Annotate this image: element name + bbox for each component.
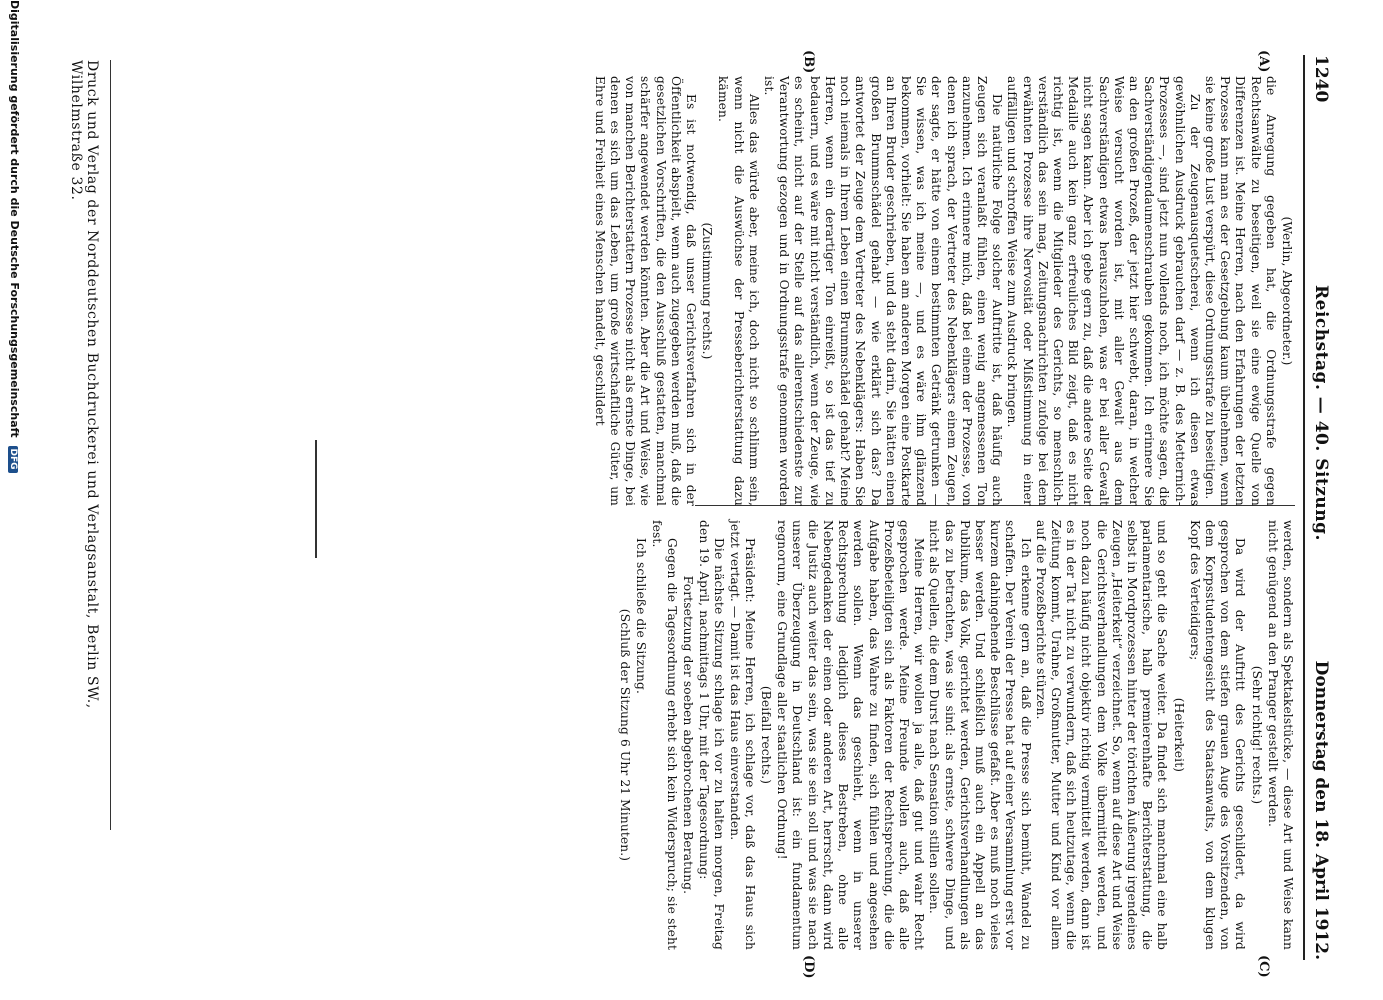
session-title: Reichstag. — 40. Sitzung.	[1311, 285, 1331, 541]
applause-note: (Sehr richtig! rechts.)	[1249, 665, 1264, 805]
paragraph: Meine Herren, wir wollen ja alle, daß gut und wahr Recht gesprochen werde. Meine Freunde wollen auch, daß alle Prozeßbeteiligten sich als Faktoren der Rechtsprechung, die die Aufgabe haben, das Wahre zu finden, sich fühlen und angesehen werden sollen. Wenn das geschieht, wenn in unserer Rechtsprechung lediglich dieses Bestreben, ohne alle Nebengedanken der einen oder anderen Art, herrscht, dann wird die Justiz auch weiter das sein, was sie sein soll und was sie nach unserer Überzeugung in Deutschland ist: ein fundamentum regnorum, eine Grundlage aller staatlichen Ordnung!	[775, 520, 927, 950]
digitization-text: Digitalisierung gefördert durch die Deutsche Forschungsgemeinschaft	[8, 0, 21, 438]
paragraph: Ich erkenne gern an, daß die Presse sich bemüht, Wandel zu schaffen. Der Verein der Presse hat auf einer Versammlung erst vor kurzem dahingehende Beschlüsse gefaßt. Aber es muß noch vieles besser werden. Und schließlich muß auch ein Appell an das Publikum, das Volk, gerichtet werden, Gerichtsverhandlungen als das zu betrachten, was sie sind: als ernste, schwere Dinge, und nicht als Quellen, die dem Durst nach Sensation stillen sollen.	[927, 520, 1033, 950]
president-statement: Präsident: Meine Herren, ich schlage vor, daß das Haus sich jetzt vertagt. — Damit ist das Haus einverstanden.	[727, 520, 757, 950]
session-date: Donnerstag den 18. April 1912.	[1311, 660, 1331, 960]
footer-rule	[110, 60, 111, 830]
speaker-label: (Werlin, Abgeordneter.)	[1280, 216, 1294, 366]
applause-note: (Beifall rechts.)	[759, 685, 774, 785]
printer-imprint: Druck und Verlag der Norddeutschen Buchdruckerei und Verlagsanstalt, Berlin SW., Wilhelmstraße 32.	[68, 60, 100, 709]
margin-letter-a: (A)	[1256, 50, 1271, 73]
closing-note: (Schluß der Sitzung 6 Uhr 21 Minuten.)	[618, 608, 633, 862]
dfg-logo: DFG	[8, 446, 18, 473]
left-column	[592, 76, 1295, 506]
right-column	[616, 520, 1295, 950]
applause-note: (Zustimmung rechts.)	[700, 222, 715, 360]
margin-letter-b: (B)	[801, 50, 816, 74]
paragraph: und so geht die Sache weiter. Da findet sich manchmal eine halb parlamentarische, halb premierenhafte Berichterstattung, die selbst in Mordprozessen hinter der törichten Äußerung irgendeines Zeugen „Heiterkeit“ verzeichnet. So, wenn auf diese Art und Weise die Gerichtsverhandlungen dem Volke übermittelt werden, und noch dazu häufig nicht objektiv richtig vermittelt werden, dann ist es in der Tat nicht zu verwundern, daß sich heutzutage, wenn die Zeitung kommt, Urahne, Großmutter, Mutter und Kind vor allem auf die Prozeßberichte stürzen.	[1033, 520, 1170, 950]
page-number: 1240	[1311, 55, 1331, 103]
agenda-item: Fortsetzung der soeben abgebrochenen Beratung.	[681, 575, 696, 895]
paragraph: Die nächste Sitzung schlage ich vor zu halten morgen, Freitag den 19. April, nachmittags 1 Uhr, mit der Tagesordnung:	[697, 520, 727, 950]
paragraph: Es ist notwendig, daß unser Gerichtsverfahren sich in der Öffentlichkeit abspielt, wenn auch zugegeben werden muß, daß die gesetzlichen Vorschriften, die den Ausschluß gestatten, manchmal schärfer angewendet werden könnten. Aber die Art und Weise, wie von manchen Berichterstattern Prozesse nicht als ernste Dinge, bei denen es sich um das Leben, um große wirtschaftliche Güter, um Ehre und Freiheit eines Menschen handelt, geschildert	[592, 76, 699, 506]
margin-letter-d: (D)	[801, 955, 816, 979]
paragraph: die Anregung gegeben hat, die Ordnungsstrafe gegen Rechtsanwälte zu beseitigen, weil sie eine ewige Quelle von Differenzen ist. Meine Herren, nach den Erfahrungen der letzten Prozesse kann man es der Gesetzgebung kaum übelnehmen, wenn sie keine große Lust verspürt, diese Ordnungsstrafe zu beseitigen.	[1202, 76, 1278, 506]
paragraph: Die natürliche Folge solcher Auftritte ist, daß häufig auch Zeugen sich veranlaßt fühlen, einen wenig angemessenen Ton anzunehmen. Ich erinnere mich, daß bei einem der Prozesse, von denen ich sprach, der Vertreter des Nebenklägers einem Zeugen, der sagte, er hätte von einem bestimmten Getränk getrunken — Sie wissen, was ich meine —, und es wäre ihm glänzend bekommen, vorhielt: Sie haben am anderen Morgen eine Postkarte an Ihren Bruder geschrieben, und da steht darin, Sie hätten einen großen Brummschädel gehabt — wie erklärt sich das? Da antwortet der Zeuge dem Vertreter des Nebenklägers: Haben Sie noch niemals in Ihrem Leben einen Brummschädel gehabt? Meine Herren, wenn ein derartiger Ton einreißt, so ist das tief zu bedauern, und es wäre mit nicht verständlich, wenn der Zeuge, wie es scheint, nicht auf der Stelle auf das allerentschiedenste zur Verantwortung gezogen und in Ordnungsstrafe genommen worden ist.	[762, 76, 1005, 506]
margin-letter-c: (C)	[1256, 955, 1271, 978]
page-header	[1303, 55, 1333, 960]
applause-note: (Heiterkeit)	[1171, 697, 1186, 773]
paragraph: werden, sondern als Spektakelstücke, — diese Art und Weise kann nicht genügend an den Pranger gestellt werden.	[1265, 520, 1295, 950]
paragraph: Gegen die Tagesordnung erhebt sich kein Widerspruch; sie steht fest.	[649, 520, 679, 950]
end-rule	[315, 440, 317, 558]
paragraph: Alles das würde aber, meine ich, doch nicht so schlimm sein, wenn nicht die Auswüchse der Presseberichterstattung dazu kämen.	[716, 76, 761, 506]
digitization-credit	[8, 0, 21, 1000]
paragraph: Ich schließe die Sitzung.	[634, 538, 649, 695]
paragraph: Zu der Zeugenausquetscherei, wenn ich diesen etwas gewöhnlichen Ausdruck gebrauchen darf — z. B. des Metternich-Prozesses —, sind jetzt nun vollends noch, ich möchte sagen, die Sachverständigendaumenschrauben gekommen. Ich erinnere Sie an den großen Prozeß, der jetzt hier schwebt, daran, in welcher Weise versucht worden ist, mit aller Gewalt aus dem Sachverständigen etwas herauszuholen, was er bei aller Gewalt nicht sagen kann. Aber ich gebe gern zu, daß die andere Seite der Medaille auch kein ganz erfreuliches Bild zeigt, daß es nicht richtig ist, wenn die Mitglieder des Gerichts, so menschlich-verständlich das sein mag, Zeitungsnachrichten zufolge bei dem erwähnten Prozesse ihre Nervosität oder Mißstimmung in einer auffälligen und schroffen Weise zum Ausdruck bringen.	[1005, 76, 1202, 506]
paragraph: Da wird der Auftritt des Gerichts geschildert, da wird gesprochen von dem stiefen grauen Auge des Vorsitzenden, von dem Korpsstudentengesicht des Staatsanwalts, von dem klugen Kopf des Verteidigers;	[1187, 520, 1248, 950]
